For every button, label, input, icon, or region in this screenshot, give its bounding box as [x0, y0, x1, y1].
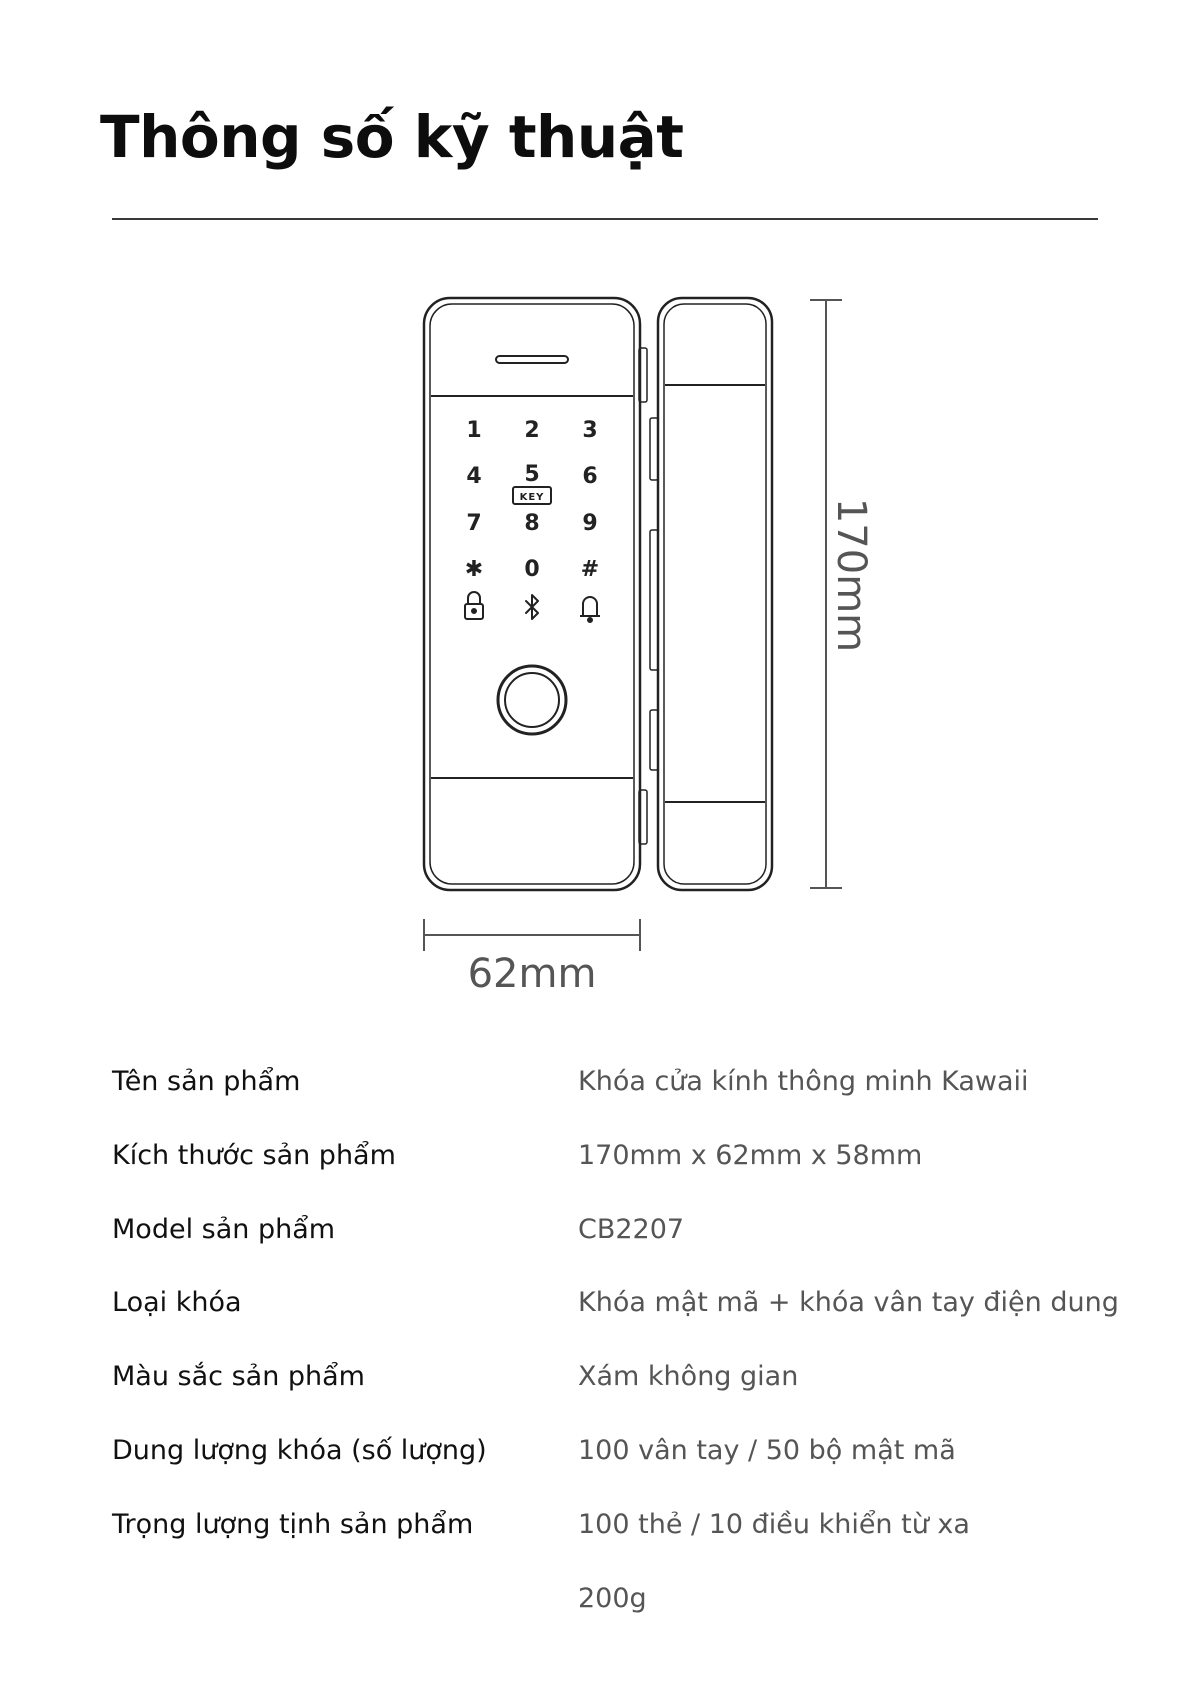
spec-row [0, 1287, 1200, 1327]
key-star: ✱ [464, 557, 484, 582]
spec-row [0, 1583, 1200, 1623]
spec-value: 100 thẻ / 10 điều khiển từ xa [578, 1509, 970, 1540]
key-2: 2 [524, 418, 540, 443]
lock-strike-body [650, 298, 772, 890]
height-label: 170mm [828, 497, 874, 653]
key-4: 4 [466, 464, 482, 489]
key-7: 7 [466, 511, 482, 536]
lock-main-body [424, 298, 647, 890]
key-8: 8 [524, 511, 540, 536]
fingerprint-sensor-icon [498, 666, 566, 734]
width-dimension [424, 919, 640, 951]
key-0: 0 [524, 557, 540, 582]
key-slot-label: KEY [519, 492, 545, 503]
spec-label: Model sản phẩm [112, 1214, 336, 1245]
spec-label: Loại khóa [112, 1287, 242, 1318]
key-hash: # [580, 557, 600, 582]
spec-value: Xám không gian [578, 1361, 799, 1392]
sensor-slot [496, 356, 568, 363]
bell-icon [580, 597, 600, 622]
width-label: 62mm [467, 951, 597, 997]
key-3: 3 [582, 418, 598, 443]
spec-row [0, 1140, 1200, 1180]
spec-row [0, 1435, 1200, 1475]
page-title: Thông số kỹ thuật [100, 103, 684, 171]
padlock-icon [465, 592, 483, 619]
spec-row [0, 1066, 1200, 1106]
spec-value: 200g [578, 1583, 647, 1614]
spec-row [0, 1361, 1200, 1401]
spec-label: Trọng lượng tịnh sản phẩm [112, 1509, 474, 1540]
bluetooth-icon [526, 595, 538, 619]
spec-value: Khóa cửa kính thông minh Kawaii [578, 1066, 1029, 1097]
spec-row [0, 1214, 1200, 1254]
spec-value: 170mm x 62mm x 58mm [578, 1140, 923, 1171]
spec-value: 100 vân tay / 50 bộ mật mã [578, 1435, 956, 1466]
spec-value: Khóa mật mã + khóa vân tay điện dung [578, 1287, 1119, 1318]
key-5: 5 [524, 462, 540, 487]
spec-label: Tên sản phẩm [112, 1066, 301, 1097]
key-9: 9 [582, 511, 598, 536]
key-6: 6 [582, 464, 598, 489]
key-1: 1 [466, 418, 482, 443]
spec-row [0, 1509, 1200, 1549]
spec-label: Kích thước sản phẩm [112, 1140, 396, 1171]
key-slot-badge [513, 487, 551, 504]
spec-label: Dung lượng khóa (số lượng) [112, 1435, 487, 1466]
spec-label: Màu sắc sản phẩm [112, 1361, 365, 1392]
spec-value: CB2207 [578, 1214, 685, 1245]
